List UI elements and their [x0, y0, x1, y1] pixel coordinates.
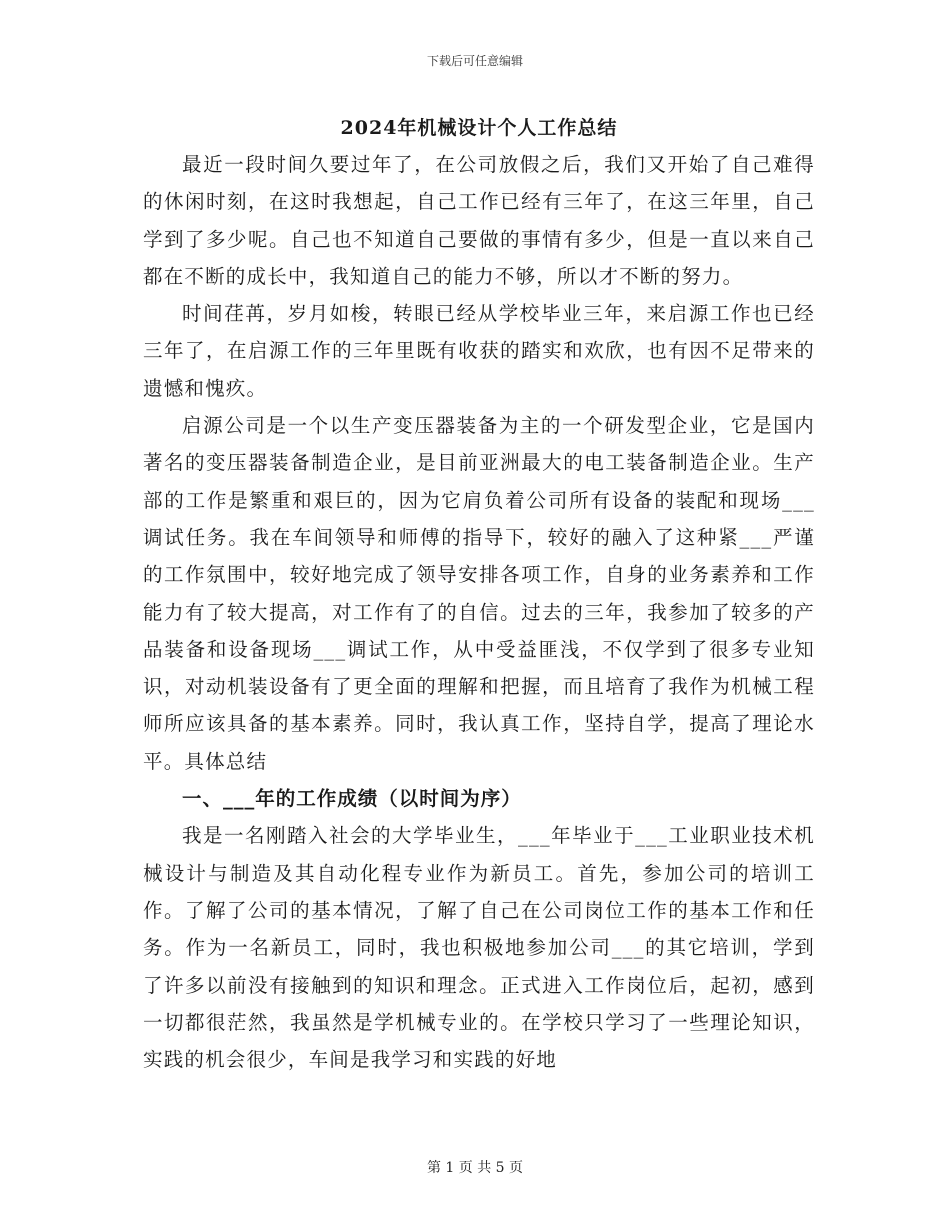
section-paragraph: 我是一名刚踏入社会的大学毕业生，___年毕业于___工业职业技术机械设计与制造及其自动化程专业作为新员工。首先，参加公司的培训工作。了解了公司的基本情况，了解了自己在公司岗位工作的基本工作和任务。作为一名新员工，同时，我也积极地参加公司___的其它培训，学到了许多以前没有接触到的知识和理念。正式进入工作岗位后，起初，感到一切都很茫然，我虽然是学机械专业的。在学校只学习了一些理论知识，实践的机会很少，车间是我学习和实践的好地 [143, 824, 815, 1072]
document-title: 2024年机械设计个人工作总结 [340, 117, 618, 139]
paragraph-3: 启源公司是一个以生产变压器装备为主的一个研发型企业，它是国内著名的变压器装备制造企业，是目前亚洲最大的电工装备制造企业。生产部的工作是繁重和艰巨的，因为它肩负着公司所有设备的装配和现场___调试任务。我在车间领导和师傅的指导下，较好的融入了这种紧___严谨的工作氛围中，较好地完成了领导安排各项工作，自身的业务素养和工作能力有了较大提高，对工作有了的自信。过去的三年，我参加了较多的产品装备和设备现场___调试工作，从中受益匪浅，不仅学到了很多专业知识，对动机装设备有了更全面的理解和把握，而且培育了我作为机械工程师所应该具备的基本素养。同时，我认真工作，坚持自学，提高了理论水平。具体总结 [143, 414, 815, 773]
section-heading: 一、___年的工作成绩（以时间为序） [182, 787, 522, 811]
paragraph-2: 时间荏苒，岁月如梭，转眼已经从学校毕业三年，来启源工作也已经三年了，在启源工作的三年里既有收获的踏实和欢欣，也有因不足带来的遗憾和愧疚。 [143, 302, 815, 400]
page-number: 第 1 页 共 5 页 [426, 1160, 524, 1176]
document-body [143, 112, 815, 1078]
paragraph-1: 最近一段时间久要过年了，在公司放假之后，我们又开始了自己难得的休闲时刻，在这时我想起，自己工作已经有三年了，在这三年里，自己学到了多少呢。自己也不知道自己要做的事情有多少，但是一直以来自己都在不断的成长中，我知道自己的能力不够，所以才不断的努力。 [143, 153, 815, 288]
page-header-note: 下载后可任意编辑 [426, 54, 523, 68]
